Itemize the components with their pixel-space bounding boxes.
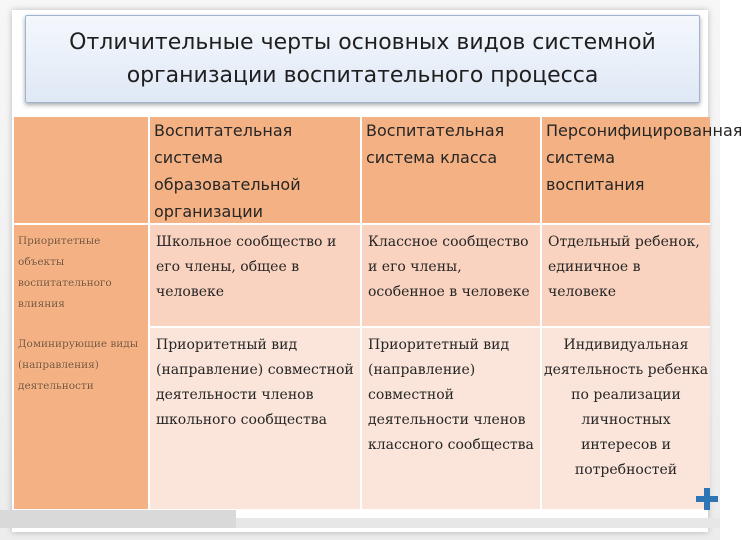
table-cell: Классное сообщество и его члены, особенное в человеке <box>362 225 540 328</box>
footer-decoration-strip <box>236 518 720 528</box>
table-row-label-activities: Доминирующие виды (направления) деятельности <box>14 328 148 509</box>
table-header-class-system: Воспитательная система класса <box>362 117 540 225</box>
table-header-personal-system: Персонифицированная система воспитания <box>542 117 710 225</box>
table-cell: Отдельный ребенок, единичное в человеке <box>542 225 710 328</box>
table-header-corner <box>14 117 148 225</box>
footer-decoration <box>0 510 236 528</box>
table-cell: Приоритетный вид (направление) совместной деятельности членов классного сообщества <box>362 328 540 509</box>
table-cell: Индивидуальная деятельность ребенка по реализации личностных интересов и потребностей <box>542 328 710 509</box>
table-row-label-objects: Приоритетные объекты воспитательного влияния <box>14 225 148 328</box>
comparison-table <box>14 117 742 509</box>
table-header-school-system: Воспитательная система образовательной организации <box>150 117 360 225</box>
table-cell: Школьное сообщество и его члены, общее в человеке <box>150 225 360 328</box>
slide-title-box <box>25 15 700 103</box>
slide-title: Отличительные черты основных видов системной организации воспитательного процесса <box>69 30 656 88</box>
table-cell: Приоритетный вид (направление) совместной деятельности членов школьного сообщества <box>150 328 360 509</box>
plus-icon <box>694 484 720 514</box>
